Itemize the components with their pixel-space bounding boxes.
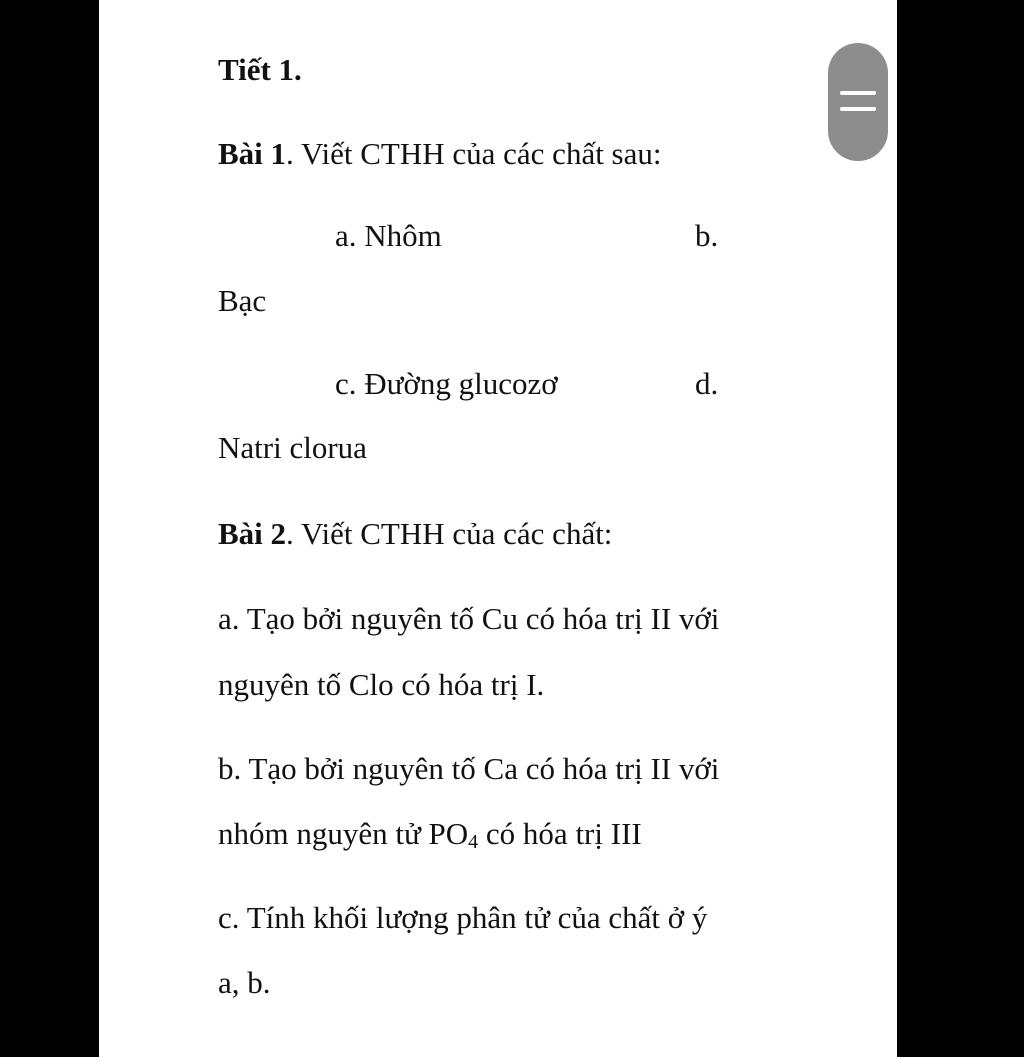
part-b-text-pre: nhóm nguyên tử PO [218,816,469,851]
scroll-handle[interactable] [828,43,888,161]
exercise-2-part-a-line-1: a. Tạo bởi nguyên tố Cu có hóa trị II với [218,601,720,636]
exercise-1-title [218,138,662,169]
exercise-2-part-c-line-1: c. Tính khối lượng phân tử của chất ở ý [218,900,708,935]
exercise-2-part-b-line-2 [218,816,642,853]
exercise-1-text: . Viết CTHH của các chất sau: [286,136,662,171]
exercise-1-item-b: b. [695,218,719,253]
drag-handle-icon [840,107,876,111]
exercise-1-item-d: d. [695,366,719,401]
exercise-1-item-d-continued: Natri clorua [218,430,367,465]
exercise-2-part-b-line-1: b. Tạo bởi nguyên tố Ca có hóa trị II với [218,751,720,786]
drag-handle-icon [840,91,876,95]
exercise-2-part-a-line-2: nguyên tố Clo có hóa trị I. [218,667,545,702]
document-content [99,0,897,1057]
lesson-heading: Tiết 1. [218,52,302,87]
exercise-2-text: . Viết CTHH của các chất: [286,516,613,551]
exercise-2-title [218,518,612,549]
exercise-2-part-c-line-2: a, b. [218,965,271,1000]
exercise-1-item-c: c. Đường glucozơ [335,366,558,401]
exercise-2-label: Bài 2 [218,516,287,551]
exercise-1-label: Bài 1 [218,136,287,171]
part-b-text-post: có hóa trị III [478,816,642,851]
exercise-1-item-b-continued: Bạc [218,283,267,318]
exercise-1-item-a: a. Nhôm [335,218,442,253]
document-page [99,0,897,1057]
part-b-subscript: 4 [468,831,479,853]
